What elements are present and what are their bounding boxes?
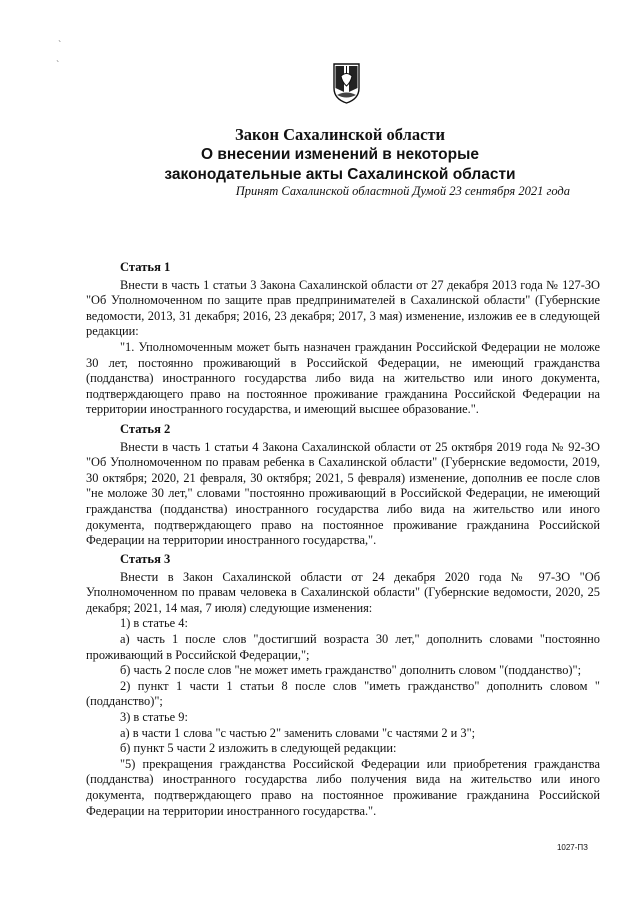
article-3 (86, 552, 600, 819)
article-3-paragraph: 2) пункт 1 части 1 статьи 8 после слов "иметь гражданство" дополнить словом "(подданство)"; (86, 678, 600, 709)
article-2-paragraph: Внести в часть 1 статьи 4 Закона Сахалинской области от 25 октября 2019 года № 92-ЗО "Об Уполномоченном по правам ребенка в Сахалинской области" (Губернские ведомости, 2019, 30 октября; 2020, 21 февраля, 30 октября; 2021, 5 февраля) изменение, дополнив ее после слов "не моложе 30 лет," словами "постоянно проживающий в Российской Федерации, не имеющий гражданства (подданства) иностранного государства либо вида на жительство или иного документа, подтверждающего право на постоянное проживание гражданина Российской Федерации на территории иностранного государства,". (86, 439, 600, 548)
sakhalin-coat-of-arms-icon (331, 62, 362, 104)
title-line-2: О внесении изменений в некоторые (201, 146, 479, 163)
article-3-paragraph: а) часть 1 после слов "достигший возраста 30 лет," дополнить словами "постоянно проживающий в Российской Федерации,"; (86, 631, 600, 662)
scan-speck: ˋ (56, 60, 60, 71)
scan-speck: ˋ (58, 40, 62, 51)
article-1-paragraph: Внести в часть 1 статьи 3 Закона Сахалинской области от 27 декабря 2013 года № 127-ЗО "Об Уполномоченном по защите прав предпринимателей в Сахалинской области" (Губернские ведомости, 2013, 31 декабря; 2016, 23 декабря; 2017, 3 мая) изменение, изложив ее в следующей редакции: (86, 277, 600, 339)
article-3-paragraph: 3) в статье 9: (120, 709, 188, 724)
article-1-paragraph: "1. Уполномоченным может быть назначен гражданин Российской Федерации не моложе 30 лет, постоянно проживающий в Российской Федерации, не имеющий гражданства (подданства) иностранного государства либо вида на жительство или иного документа, подтверждающего право на постоянное проживание гражданина Российской Федерации на территории иностранного государства, и имеющий высшее образование.". (86, 339, 600, 417)
article-3-paragraph: б) пункт 5 части 2 изложить в следующей редакции: (120, 741, 397, 756)
adopted-date: Принят Сахалинской областной Думой 23 сентября 2021 года (235, 184, 570, 198)
article-3-paragraph: а) в части 1 слова "с частью 2" заменить словами "с частями 2 и 3"; (120, 725, 476, 740)
article-3-paragraph: "5) прекращения гражданства Российской Федерации или приобретения гражданства (подданства) иностранного государства либо получения вида на жительство или иного документа, подтверждающего право на постоянное проживание гражданина Российской Федерации на территории иностранного государства.". (86, 756, 600, 818)
article-2-heading: Статья 2 (120, 422, 171, 436)
article-3-paragraph: 1) в статье 4: (120, 616, 188, 631)
title-line-1: Закон Сахалинской области (234, 125, 446, 144)
article-3-paragraph: Внести в Закон Сахалинской области от 24 декабря 2020 года № 97-ЗО "Об Уполномоченном по правам человека в Сахалинской области" (Губернские ведомости, 2020, 25 декабря; 2021, 14 мая, 7 июля) следующие изменения: (86, 569, 600, 615)
article-2 (86, 422, 600, 549)
document-title (90, 125, 590, 185)
article-3-heading: Статья 3 (120, 552, 171, 566)
article-1 (86, 260, 600, 418)
title-line-3: законодательные акты Сахалинской области (164, 166, 516, 183)
footer-code: 1027-ПЗ (556, 843, 588, 852)
article-1-heading: Статья 1 (120, 260, 171, 274)
article-3-paragraph: б) часть 2 после слов "не может иметь гражданство" дополнить словом "(подданство)"; (120, 663, 582, 678)
